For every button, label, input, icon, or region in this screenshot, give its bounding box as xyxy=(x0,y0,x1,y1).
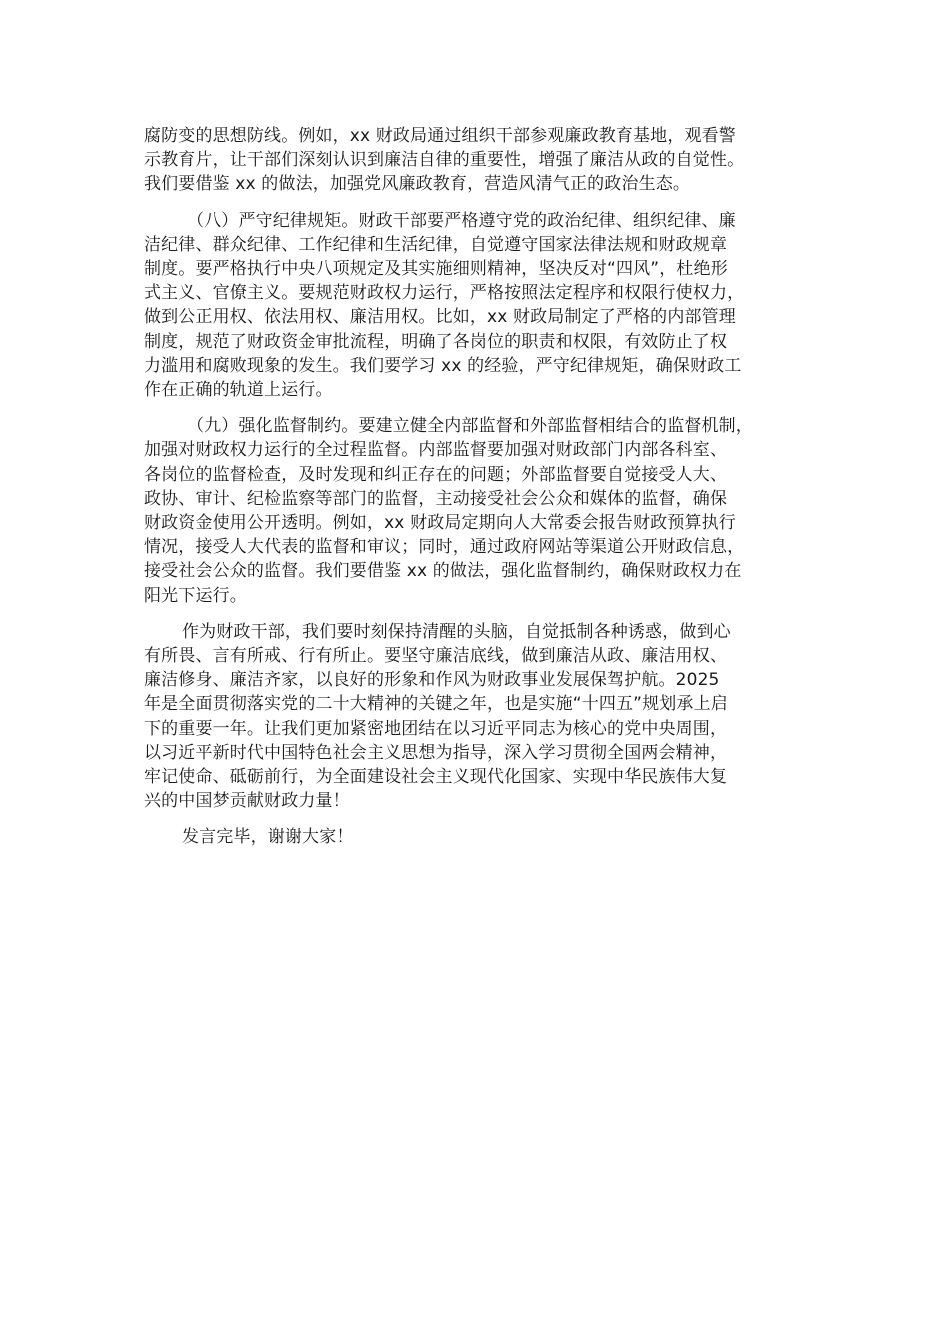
text-line: 示教育片，让干部们深刻认识到廉洁自律的重要性，增强了廉洁从政的自觉性。 xyxy=(144,150,745,171)
text-line: 加强对财政权力运行的全过程监督。内部监督要加强对财政部门内部各科室、 xyxy=(144,440,728,461)
text-line: 以习近平新时代中国特色社会主义思想为指导，深入学习贯彻全国两会精神， xyxy=(144,742,728,763)
text-line: 作为财政干部，我们要时刻保持清醒的头脑，自觉抵制各种诱惑，做到心 xyxy=(182,621,731,642)
document-page xyxy=(144,124,828,862)
text-line: 作在正确的轨道上运行。 xyxy=(144,380,333,401)
text-line: 兴的中国梦贡献财政力量！ xyxy=(144,791,350,812)
text-line: 年是全面贯彻落实党的二十大精神的关键之年，也是实施“十四五”规划承上启 xyxy=(144,694,728,715)
text-line: 政协、审计、纪检监察等部门的监督，主动接受社会公众和媒体的监督，确保 xyxy=(144,488,728,509)
paragraph-section-9 xyxy=(144,414,828,608)
text-line: 阳光下运行。 xyxy=(144,585,247,606)
paragraph-closing xyxy=(144,825,828,849)
text-line: 我们要借鉴 xx 的做法，加强党风廉政教育，营造风清气正的政治生态。 xyxy=(144,174,691,195)
text-line: 接受社会公众的监督。我们要借鉴 xx 的做法，强化监督制约，确保财政权力在 xyxy=(144,561,742,582)
text-line: 各岗位的监督检查，及时发现和纠正存在的问题；外部监督要自觉接受人大、 xyxy=(144,464,728,485)
text-line: 制度，规范了财政资金审批流程，明确了各岗位的职责和权限，有效防止了权 xyxy=(144,331,728,352)
text-line: 做到公正用权、依法用权、廉洁用权。比如，xx 财政局制定了严格的内部管理 xyxy=(144,307,736,328)
text-line: 廉洁修身、廉洁齐家，以良好的形象和作风为财政事业发展保驾护航。2025 xyxy=(144,670,720,691)
paragraph-section-8 xyxy=(144,209,828,403)
text-line: 发言完毕，谢谢大家！ xyxy=(182,827,354,848)
text-line: 情况，接受人大代表的监督和审议；同时，通过政府网站等渠道公开财政信息， xyxy=(144,537,745,558)
text-line: （八）严守纪律规矩。财政干部要严格遵守党的政治纪律、组织纪律、廉 xyxy=(187,210,736,231)
text-line: 牢记使命、砥砺前行，为全面建设社会主义现代化国家、实现中华民族伟大复 xyxy=(144,767,728,788)
text-line: 有所畏、言有所戒、行有所止。要坚守廉洁底线，做到廉洁从政、廉洁用权、 xyxy=(144,646,728,667)
paragraph-continuation xyxy=(144,124,828,197)
text-line: 下的重要一年。让我们更加紧密地团结在以习近平同志为核心的党中央周围， xyxy=(144,718,728,739)
text-line: （九）强化监督制约。要建立健全内部监督和外部监督相结合的监督机制， xyxy=(187,416,753,437)
text-line: 腐防变的思想防线。例如，xx 财政局通过组织干部参观廉政教育基地，观看警 xyxy=(144,126,736,146)
text-line: 式主义、官僚主义。要规范财政权力运行，严格按照法定程序和权限行使权力， xyxy=(144,283,745,304)
text-line: 力滥用和腐败现象的发生。我们要学习 xx 的经验，严守纪律规矩，确保财政工 xyxy=(144,355,742,376)
text-line: 洁纪律、群众纪律、工作纪律和生活纪律，自觉遵守国家法律法规和财政规章 xyxy=(144,234,728,255)
paragraph-conclusion xyxy=(144,620,828,814)
text-line: 制度。要严格执行中央八项规定及其实施细则精神，坚决反对“四风”，杜绝形 xyxy=(144,259,728,280)
text-line: 财政资金使用公开透明。例如，xx 财政局定期向人大常委会报告财政预算执行 xyxy=(144,513,736,534)
